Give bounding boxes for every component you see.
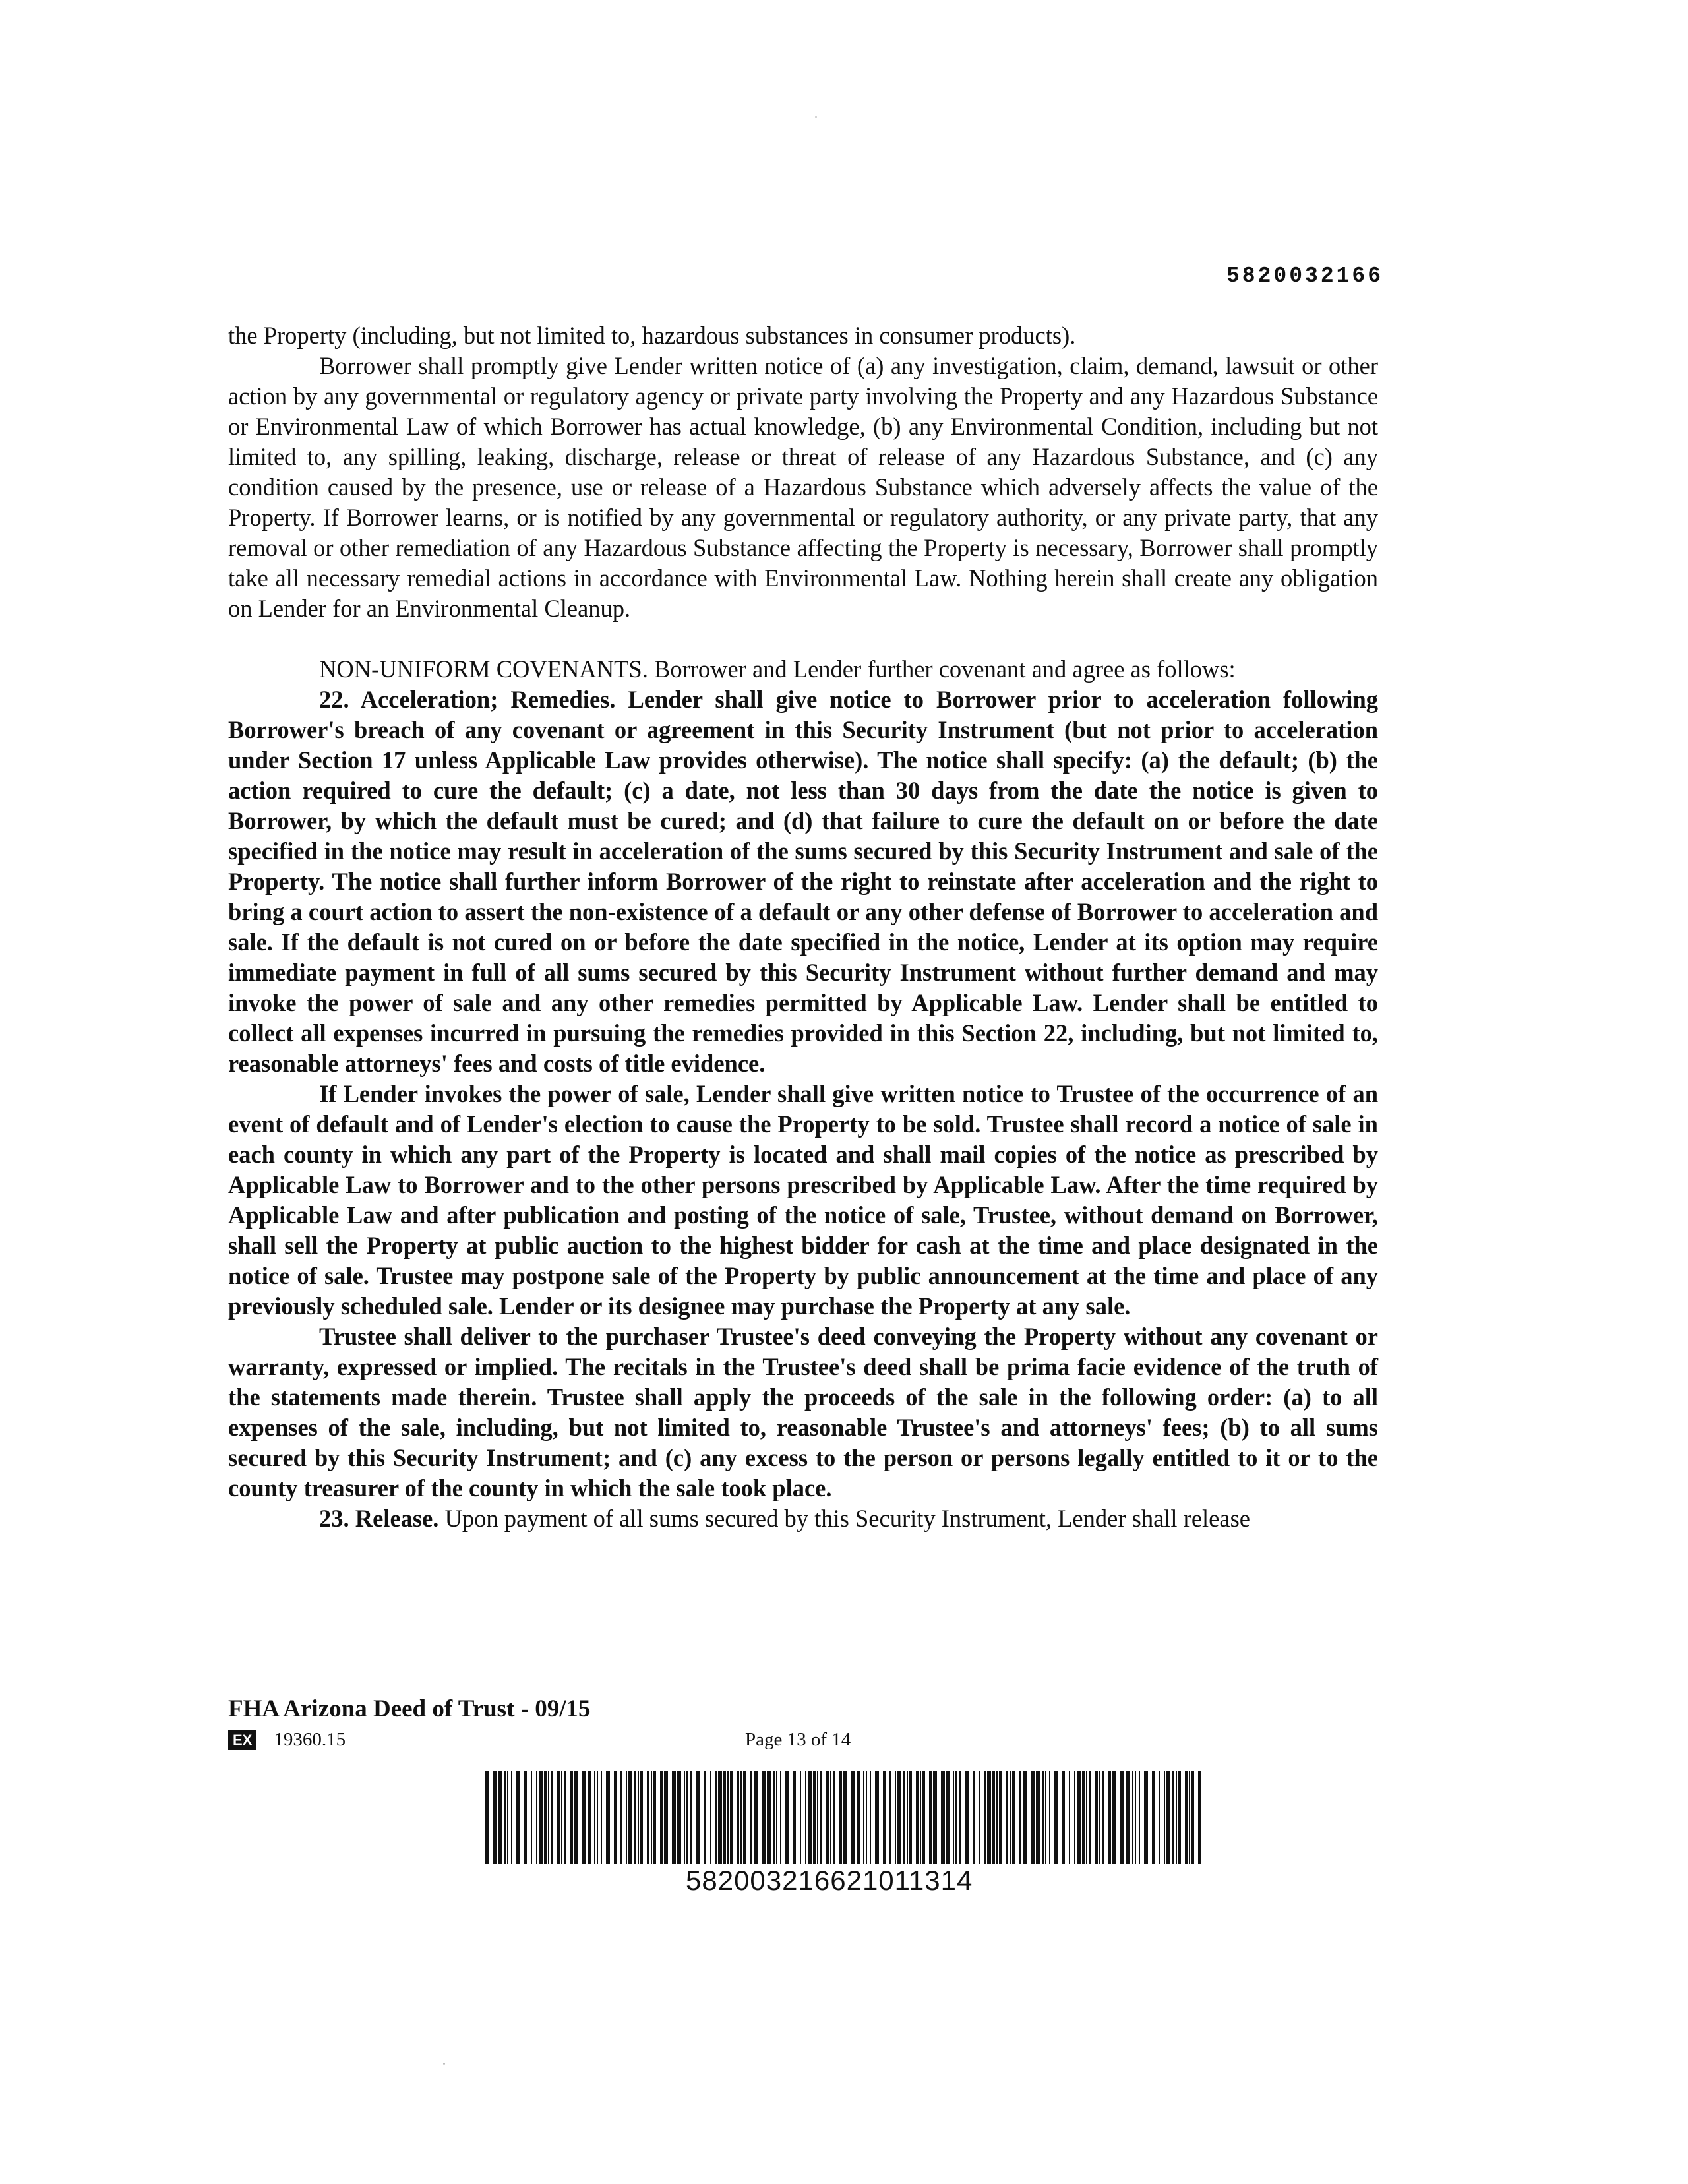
barcode-bar [1132,1771,1133,1864]
barcode-bar [793,1771,796,1864]
barcode-bar [754,1771,758,1864]
barcode-bar [548,1771,549,1864]
barcode-bar [737,1771,739,1864]
barcode-bar [536,1771,537,1864]
paragraph-trustee-deed: Trustee shall deliver to the purchaser Trustee's deed conveying the Property without any covenant or warranty, expressed or implied. The recitals in the Trustee's deed shall be prima facie evidence of the truth of the statements made therein. Trustee shall apply the proceeds of the sale in the following order: (a) to all expenses of the sale, including, but not limited to, reasonable Trustee's and attorneys' fees; (b) to all sums secured by this Security Instrument; and (c) any excess to the person or persons legally entitled to it or to the county treasurer of the county in which the sale took place. [228,1323,1378,1502]
barcode-bar [551,1771,553,1864]
barcode-bar [875,1771,879,1864]
barcode-bar [634,1771,636,1864]
barcode-bar [1054,1771,1058,1864]
ex-logo-icon: EX [228,1730,256,1750]
barcode-bar [920,1771,921,1864]
barcode-bar [965,1771,969,1864]
barcode-bar [626,1771,627,1864]
release-heading: 23. Release. [319,1505,439,1532]
paragraph-gap [228,624,1378,654]
barcode-bar [1077,1771,1081,1864]
barcode-bar [929,1771,932,1864]
barcode-bar [820,1771,822,1864]
barcode-bar [941,1771,945,1864]
barcode-bar [1139,1771,1140,1864]
barcode-bar [1126,1771,1130,1864]
barcode-bar [1152,1771,1155,1864]
barcode-bar [1102,1771,1104,1864]
barcode-bar [704,1771,706,1864]
paragraph-hazardous-notice: Borrower shall promptly give Lender written notice of (a) any investigation, claim, demand, lawsuit or other action by any governmental or regulatory agency or private party involving the Property and any Hazardous Substance or Environmental Law of which Borrower has actual knowledge, (b) any Environmental Condition, including but not limited to, any spilling, leaking, discharge, release or threat of release of any Hazardous Substance, and (c) any condition caused by the presence, use or release of a Hazardous Substance which adversely affects the value of the Property. If Borrower learns, or is notified by any governmental or regulatory authority, or any private party, that any removal or other remediation of any Hazardous Substance affecting the Property is necessary, Borrower shall promptly take all necessary remedial actions in accordance with Environmental Law. Nothing herein shall create any obligation on Lender for an Environmental Cleanup. [228,352,1378,622]
barcode-bar [973,1771,975,1864]
barcode-bar [863,1771,864,1864]
barcode-bar [1062,1771,1065,1864]
barcode-bar [959,1771,961,1864]
barcode-bar [1178,1771,1181,1864]
form-code-row [228,1729,346,1751]
barcode-bar [1045,1771,1046,1864]
barcode-bar [614,1771,617,1864]
barcode-bar [999,1771,1002,1864]
barcode-bar [830,1771,831,1864]
barcode-bar [1095,1771,1098,1864]
barcode-bar [762,1771,766,1864]
barcode-bar [1112,1771,1116,1864]
scan-speck [815,116,817,118]
barcode-bar [1164,1771,1165,1864]
barcode-bar [843,1771,847,1864]
paragraph-continuation: the Property (including, but not limited to, hazardous substances in consumer products). [228,322,1076,349]
barcode-bar [606,1771,610,1864]
barcode-bar [561,1771,562,1864]
barcode-bar [1089,1771,1091,1864]
barcode-bar [826,1771,829,1864]
barcode-bar [730,1771,733,1864]
scan-speck [443,2063,445,2065]
barcode-bar [1176,1771,1177,1864]
barcode-bar [743,1771,746,1864]
barcode-bar [767,1771,771,1864]
barcode-bar [594,1771,595,1864]
barcode-bar [857,1771,860,1864]
barcode-bar [979,1771,980,1864]
barcode-bar [710,1771,711,1864]
barcode-bar [1191,1771,1194,1864]
barcode-bar [903,1771,905,1864]
barcode-bar [493,1771,497,1864]
barcode-bar [1108,1771,1111,1864]
barcode-bar [539,1771,543,1864]
barcode-bar [1159,1771,1160,1864]
barcode-number: 582003216621011314 [686,1865,973,1896]
barcode-bar [1086,1771,1087,1864]
barcode-bar [620,1771,622,1864]
barcode-bar [718,1771,722,1864]
barcode-bar [1006,1771,1008,1864]
barcode-bar [992,1771,995,1864]
barcode-bar [984,1771,986,1864]
release-text: Upon payment of all sums secured by this Security Instrument, Lender shall release [438,1505,1250,1532]
barcode-bar [544,1771,547,1864]
barcode-bar [1198,1771,1201,1864]
barcode-bar [574,1771,578,1864]
barcode-bar [922,1771,925,1864]
barcode-bar [557,1771,560,1864]
barcode-bar [987,1771,991,1864]
barcode-bar [833,1771,835,1864]
barcode-bar [1166,1771,1170,1864]
barcode-bar [785,1771,789,1864]
barcode-bar [601,1771,602,1864]
barcode-bar [1144,1771,1148,1864]
barcode-bar [653,1771,656,1864]
barcode-bar [953,1771,954,1864]
barcode-bar [813,1771,816,1864]
barcode-bar [839,1771,842,1864]
barcode-bar [686,1771,688,1864]
barcode-bar [1069,1771,1070,1864]
barcode-bar [1185,1771,1188,1864]
barcode-bar [1012,1771,1015,1864]
barcode-bar [1074,1771,1075,1864]
barcode-bar [909,1771,912,1864]
form-code: 19360.15 [274,1729,346,1750]
form-title: FHA Arizona Deed of Trust - 09/15 [228,1695,591,1722]
page-number: Page 13 of 14 [745,1729,851,1750]
barcode-bar [1120,1771,1124,1864]
barcode-bar [916,1771,919,1864]
barcode-bar [485,1771,489,1864]
paragraph-power-of-sale: If Lender invokes the power of sale, Lender shall give written notice to Trustee of the occurrence of an event of default and of Lender's election to cause the Property to be sold. Trustee shall record a notice of sale in each county in which any part of the Property is located and shall mail copies of the notice as prescribed by Applicable Law to Borrower and to the other persons prescribed by Applicable Law. After the time required by Applicable Law and after publication and posting of the notice of sale, Trustee, without demand on Borrower, shall sell the Property at public auction to the highest bidder for cash at the time and place designated in the notice of sale. Trustee may postpone sale of the Property by public announcement at the time and place of any previously scheduled sale. Lender or its designee may purchase the Property at any sale. [228,1080,1378,1320]
document-body [228,320,1378,1534]
barcode-bar [1023,1771,1027,1864]
barcode-bar [531,1771,532,1864]
barcode-bar [727,1771,729,1864]
barcode-bar [647,1771,649,1864]
barcode-bar [907,1771,908,1864]
barcode-bar [715,1771,717,1864]
barcode-bar [588,1771,591,1864]
barcode-bar [516,1771,520,1864]
barcode-bar [582,1771,586,1864]
barcode-bar [570,1771,573,1864]
barcode-bar [780,1771,781,1864]
paragraph-non-uniform-covenants: NON-UNIFORM COVENANTS. Borrower and Lender further covenant and agree as follows: [319,655,1236,682]
barcode-bar [883,1771,886,1864]
barcode-bar [660,1771,663,1864]
barcode-bar [524,1771,527,1864]
barcode-bar [498,1771,502,1864]
barcode-bar [1019,1771,1021,1864]
barcode-bar [564,1771,566,1864]
barcode-bar [740,1771,742,1864]
barcode-bar [507,1771,508,1864]
barcode-bar [1049,1771,1050,1864]
barcode-bar [1135,1771,1136,1864]
barcode-bar [640,1771,643,1864]
barcode-bar [723,1771,726,1864]
barcode-bar [955,1771,957,1864]
barcode-bar [677,1771,681,1864]
barcode-bar [1172,1771,1174,1864]
barcode-bar [776,1771,777,1864]
barcode-bar [805,1771,806,1864]
barcode-bar [750,1771,752,1864]
barcode-bar [672,1771,676,1864]
barcode-bar [597,1771,598,1864]
barcode-bar [1099,1771,1100,1864]
paragraph-release [228,1503,1378,1534]
barcode-bar [870,1771,871,1864]
barcode-bar [684,1771,685,1864]
barcode-bar [851,1771,855,1864]
barcode-bar [996,1771,998,1864]
barcode-bar [664,1771,668,1864]
barcode-bar [1010,1771,1011,1864]
barcode-bar [1036,1771,1040,1864]
barcode-bar [690,1771,692,1864]
barcode-bar [933,1771,937,1864]
barcode-bar [1189,1771,1190,1864]
barcode-bar [638,1771,639,1864]
barcode-bar [1031,1771,1035,1864]
barcode-bar [866,1771,867,1864]
barcode-bar [628,1771,632,1864]
barcode-bar [889,1771,891,1864]
barcode-bar [897,1771,901,1864]
barcode [485,1771,1203,1864]
barcode-bar [895,1771,896,1864]
paragraph-acceleration-remedies: 22. Acceleration; Remedies. Lender shall give notice to Borrower prior to acceleration following Borrower's breach of any covenant or agreement in this Security Instrument (but not prior to acceleration under Section 17 unless Applicable Law provides otherwise). The notice shall specify: (a) the default; (b) the action required to cure the default; (c) a date, not less than 30 days from the date the notice is given to Borrower, by which the default must be cured; and (d) that failure to cure the default on or before the date specified in the notice may result in acceleration of the sums secured by this Security Instrument and sale of the Property. The notice shall further inform Borrower of the right to reinstate after acceleration and the right to bring a court action to assert the non-existence of a default or any other defense of Borrower to acceleration and sale. If the default is not cured on or before the date specified in the notice, Lender at its option may require immediate payment in full of all sums secured by this Security Instrument without further demand and may invoke the power of sale and any other remedies permitted by Applicable Law. Lender shall be entitled to collect all expenses incurred in pursuing the remedies provided in this Section 22, including, but not limited to, reasonable attorneys' fees and costs of title evidence. [228,686,1378,1077]
barcode-bar [800,1771,801,1864]
barcode-bar [511,1771,512,1864]
barcode-bar [1042,1771,1044,1864]
barcode-bar [696,1771,700,1864]
loan-number: 5820032166 [1226,264,1384,288]
barcode-bar [651,1771,652,1864]
barcode-bar [817,1771,818,1864]
barcode-bar [773,1771,775,1864]
barcode-bar [1082,1771,1085,1864]
barcode-bar [504,1771,506,1864]
barcode-bar [808,1771,812,1864]
barcode-bar [946,1771,950,1864]
